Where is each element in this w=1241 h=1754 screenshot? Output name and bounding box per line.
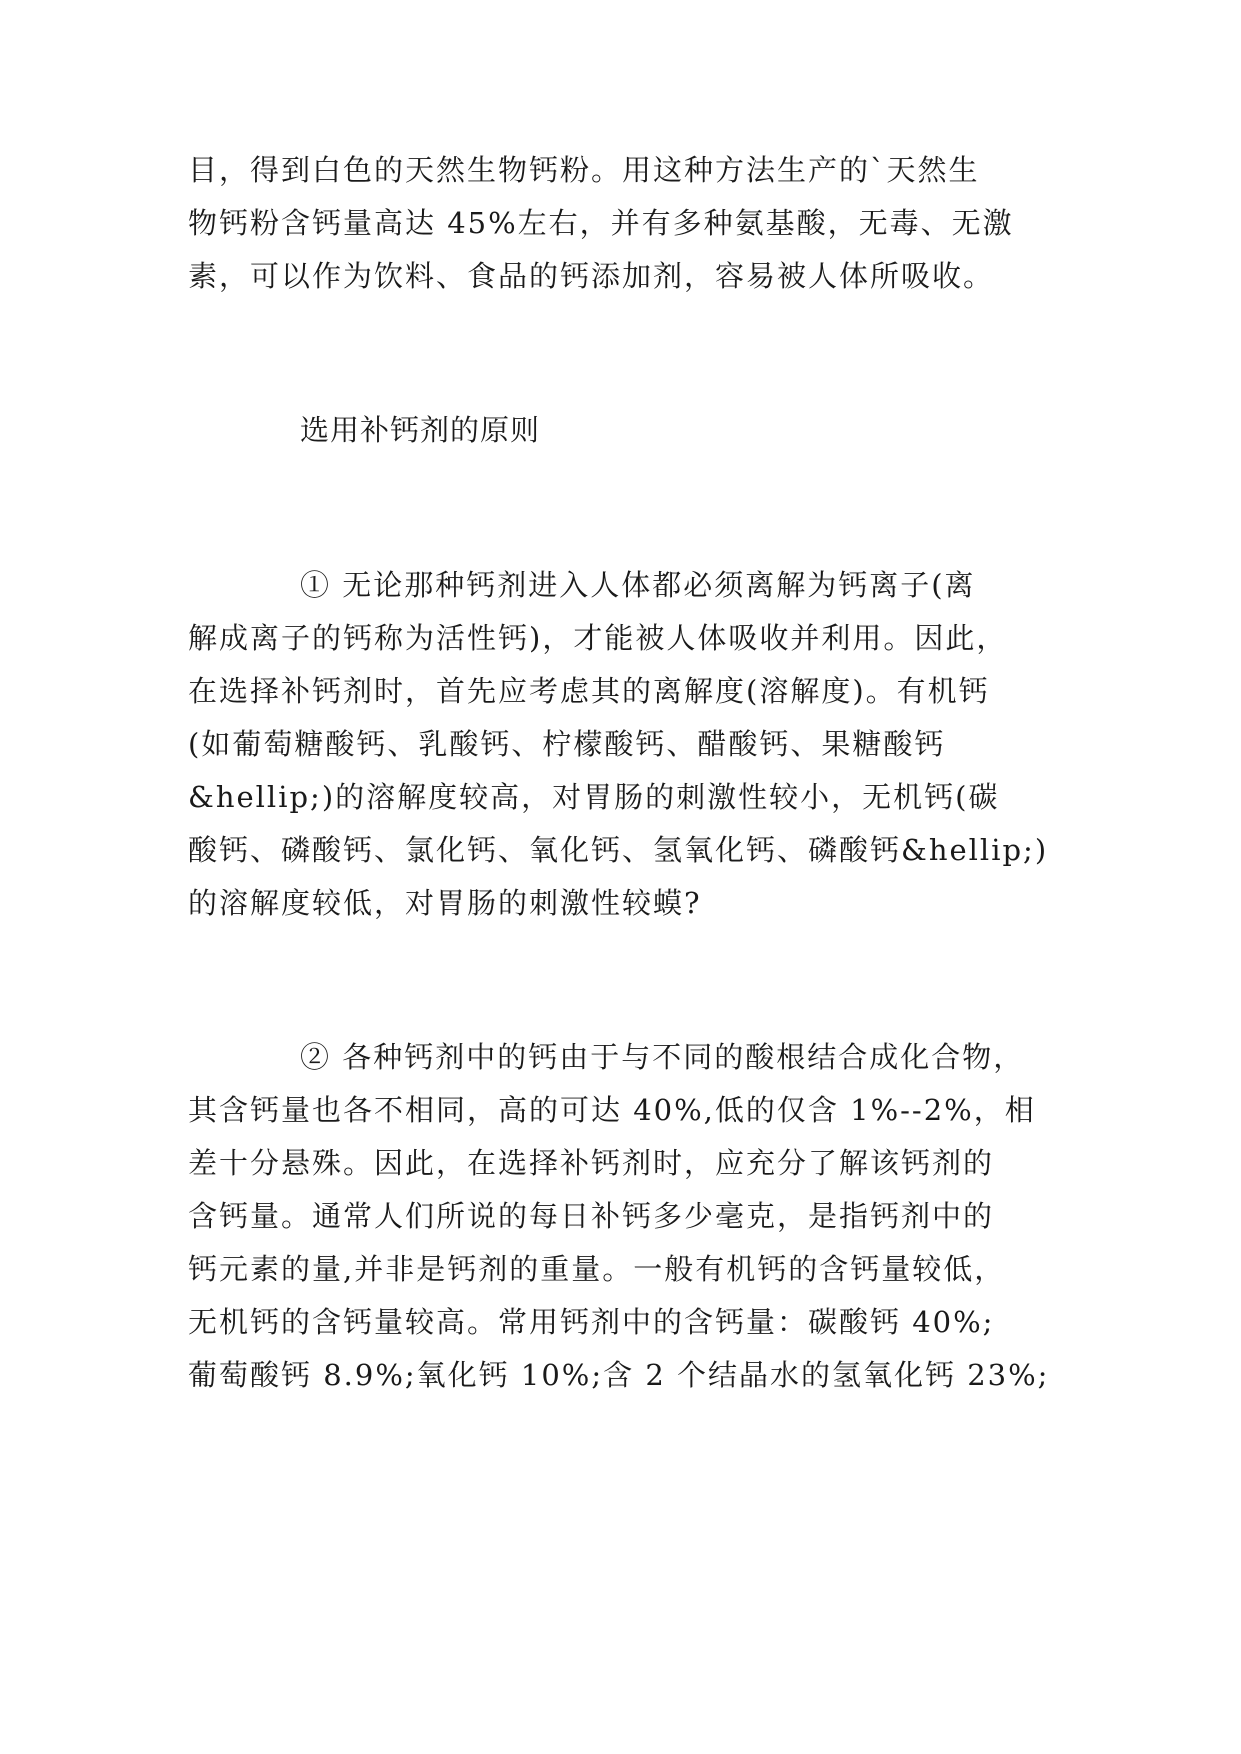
paragraph-line: 其含钙量也各不相同，高的可达 40%,低的仅含 1%--2%，相	[188, 1093, 1036, 1127]
paragraph-line: 在选择补钙剂时，首先应考虑其的离解度(溶解度)。有机钙	[188, 674, 990, 708]
paragraph-line: 的溶解度较低，对胃肠的刺激性较蟆?	[188, 886, 702, 920]
paragraph-line: &hellip;)的溶解度较高，对胃肠的刺激性较小，无机钙(碳	[188, 780, 1000, 814]
paragraph-line: 钙元素的量,并非是钙剂的重量。一般有机钙的含钙量较低，	[188, 1252, 1006, 1286]
paragraph-line: 目，得到白色的天然生物钙粉。用这种方法生产的`天然生	[188, 153, 980, 187]
paragraph-line: 酸钙、磷酸钙、氯化钙、氧化钙、氢氧化钙、磷酸钙&hellip;)	[188, 833, 1049, 867]
paragraph-line: 物钙粉含钙量高达 45%左右，并有多种氨基酸，无毒、无激	[188, 206, 1014, 240]
paragraph-line: 无机钙的含钙量较高。常用钙剂中的含钙量：碳酸钙 40%;	[188, 1305, 995, 1339]
paragraph-line: ② 各种钙剂中的钙由于与不同的酸根结合成化合物，	[300, 1040, 1025, 1074]
paragraph-line: (如葡萄糖酸钙、乳酸钙、柠檬酸钙、醋酸钙、果糖酸钙	[188, 727, 946, 761]
paragraph-line: 差十分悬殊。因此，在选择补钙剂时，应充分了解该钙剂的	[188, 1146, 995, 1180]
paragraph-line: ① 无论那种钙剂进入人体都必须离解为钙离子(离	[300, 568, 976, 602]
section-heading: 选用补钙剂的原则	[300, 413, 541, 447]
paragraph-line: 含钙量。通常人们所说的每日补钙多少毫克，是指钙剂中的	[188, 1199, 995, 1233]
paragraph-line: 素，可以作为饮料、食品的钙添加剂，容易被人体所吸收。	[188, 259, 995, 293]
paragraph-line: 葡萄酸钙 8.9%;氧化钙 10%;含 2 个结晶水的氢氧化钙 23%;	[188, 1358, 1050, 1392]
paragraph-line: 解成离子的钙称为活性钙)，才能被人体吸收并利用。因此，	[188, 621, 1008, 655]
